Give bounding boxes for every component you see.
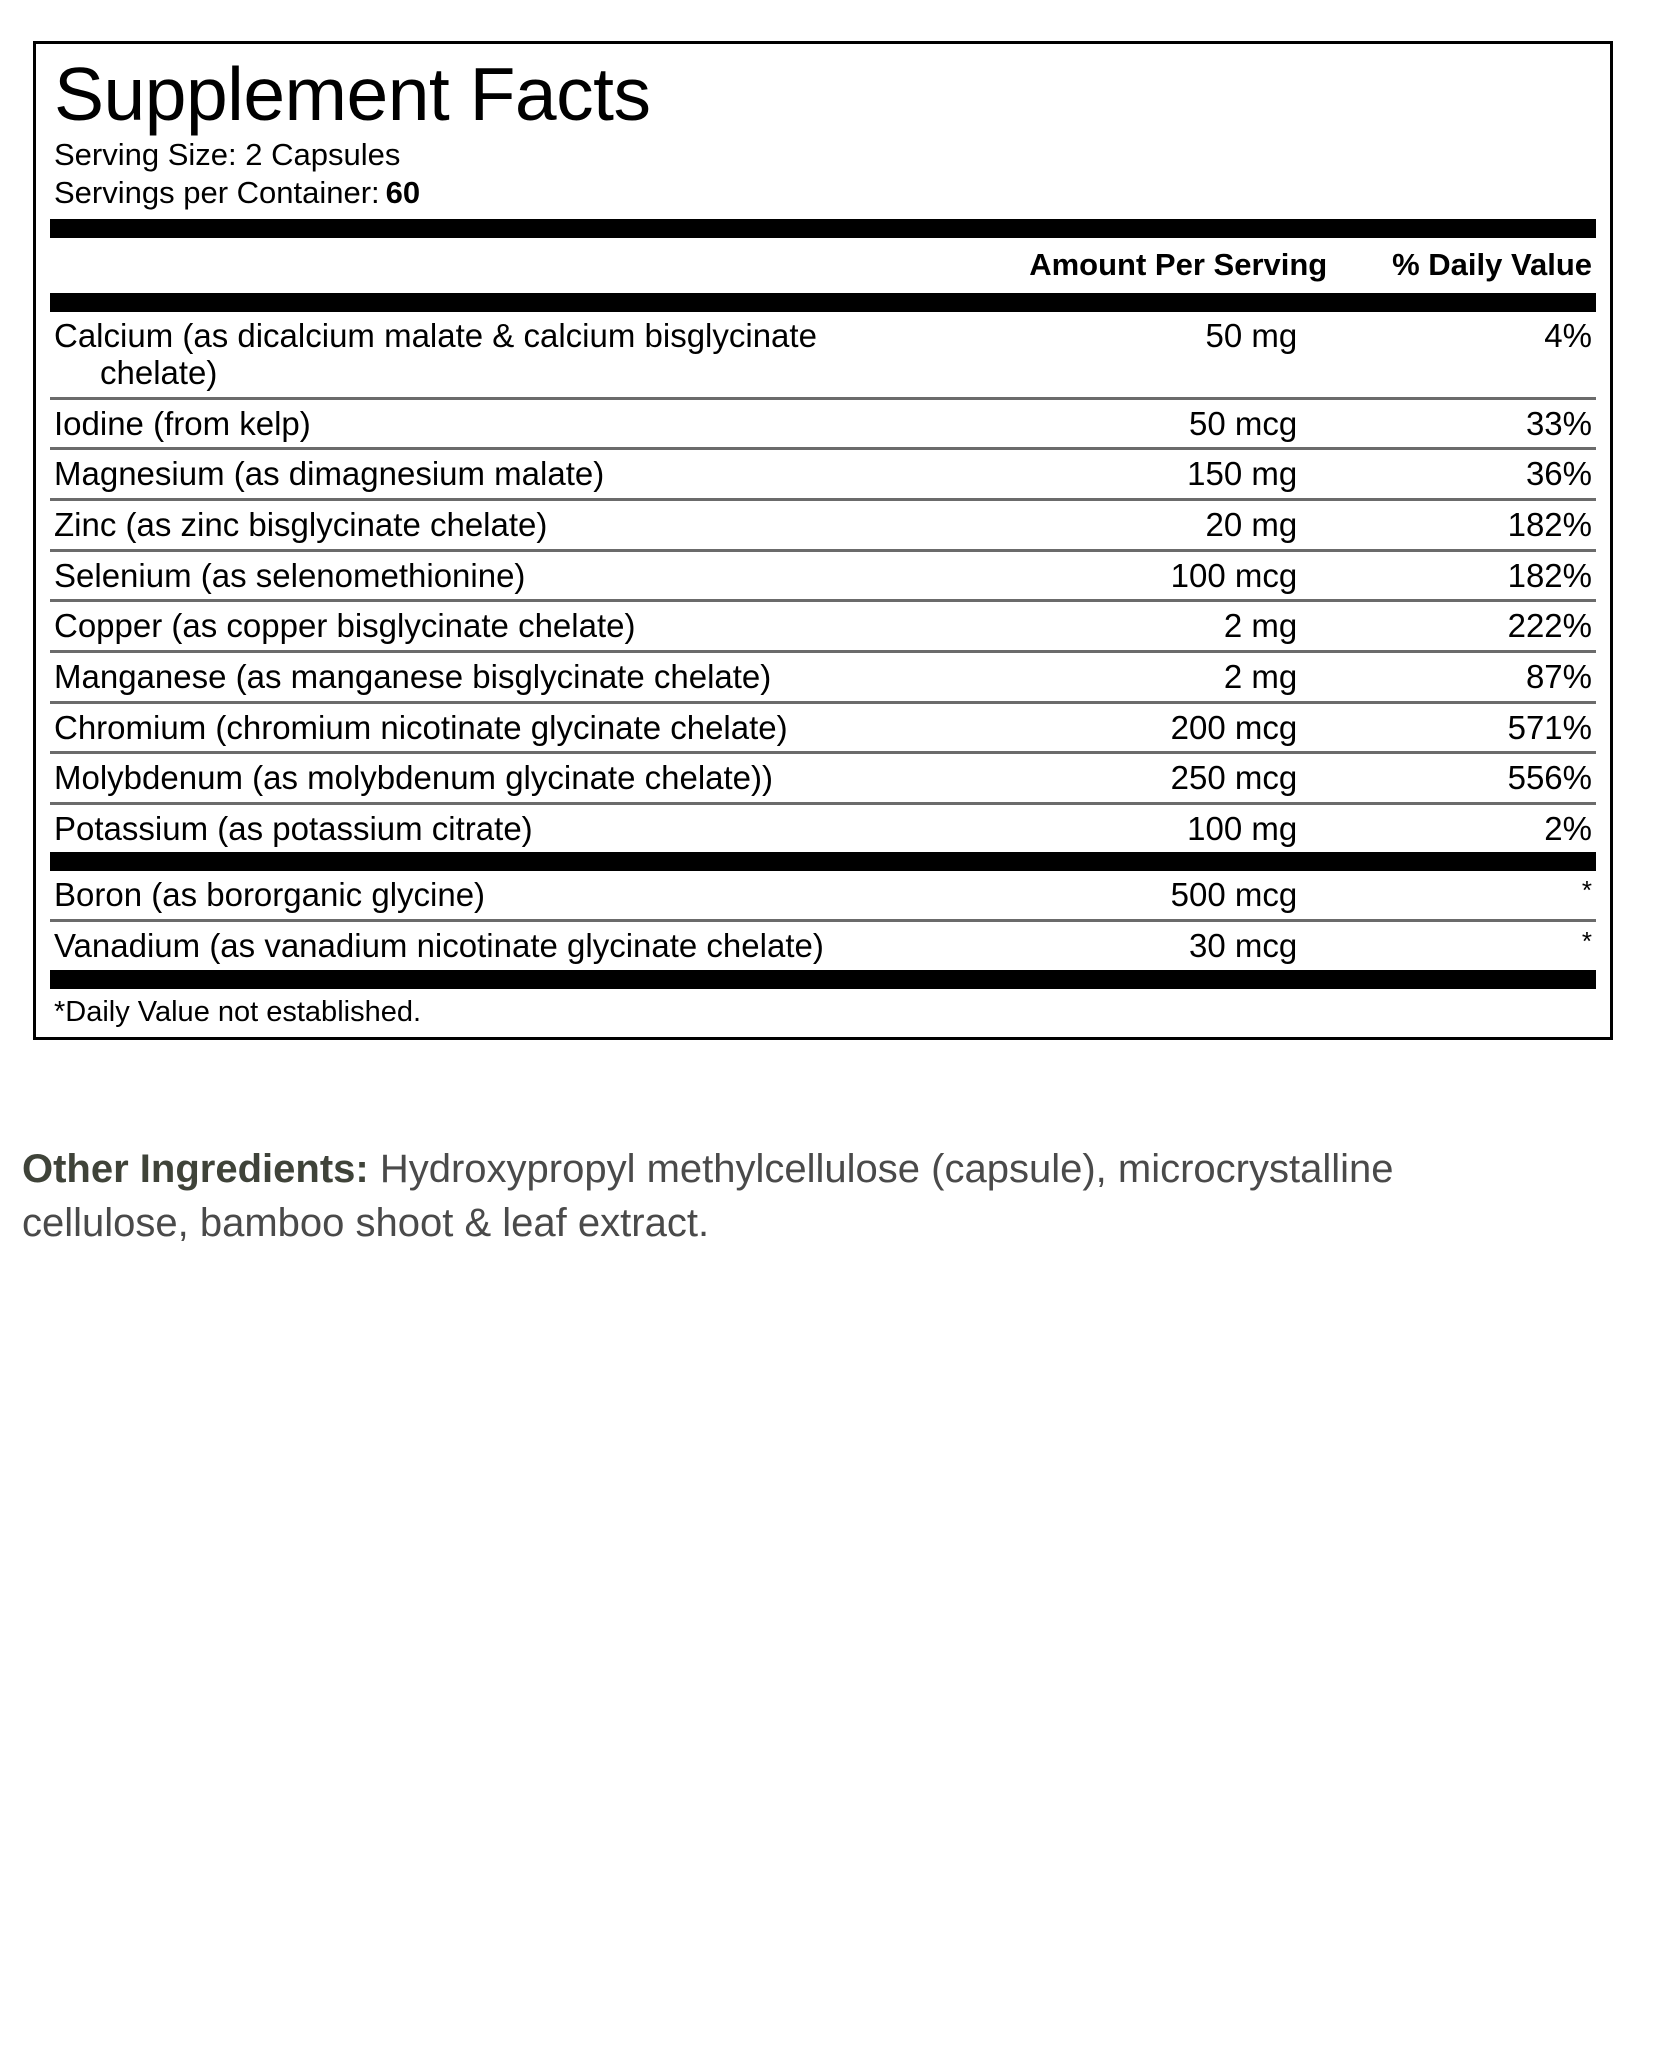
- nutrient-daily-value: 87%: [1525, 657, 1592, 695]
- table-row: [50, 400, 1596, 448]
- nutrient-amount: 50 mg: [1205, 316, 1298, 354]
- nutrient-amount: 2 mg: [1223, 607, 1298, 645]
- column-header-name: [50, 238, 957, 293]
- table-row: [50, 754, 1596, 802]
- column-header-amount: Amount Per Serving: [1029, 246, 1328, 282]
- nutrition-table-body: [50, 293, 1596, 989]
- other-ingredients-text: Hydroxypropyl methylcellulose (capsule), microcrystalline cellulose, bamboo shoot & leaf extract.: [22, 1147, 1394, 1245]
- divider-row-black: [50, 970, 1596, 989]
- nutrient-name: Boron (as bororganic glycine): [54, 876, 486, 914]
- nutrient-daily-value: *: [1581, 925, 1592, 956]
- nutrient-name-line2: chelate): [100, 354, 218, 392]
- nutrient-amount: 20 mg: [1205, 506, 1298, 544]
- nutrient-name: Copper (as copper bisglycinate chelate): [54, 607, 636, 645]
- servings-per-container-label: Servings per Container:: [54, 174, 380, 210]
- nutrient-amount: 200 mcg: [1170, 708, 1298, 746]
- table-row: [50, 871, 1596, 919]
- table-row: [50, 501, 1596, 549]
- divider-black-bottom: [50, 970, 1596, 989]
- table-row: [50, 312, 1596, 397]
- serving-size-line: Serving Size: 2 Capsules: [54, 137, 401, 172]
- daily-value-footnote: *Daily Value not established.: [54, 995, 422, 1028]
- page-title: Supplement Facts: [54, 52, 651, 136]
- divider-black-under-header: [50, 293, 1596, 312]
- nutrient-daily-value: 33%: [1525, 404, 1592, 442]
- divider-row-black: [50, 852, 1596, 871]
- nutrient-amount: 2 mg: [1223, 657, 1298, 695]
- nutrient-daily-value: 36%: [1525, 455, 1592, 493]
- nutrient-name: Magnesium (as dimagnesium malate): [54, 455, 605, 493]
- servings-per-container-value: 60: [385, 174, 421, 210]
- table-header-row: [50, 238, 1596, 293]
- nutrient-daily-value: *: [1581, 875, 1592, 906]
- other-ingredients: [22, 1143, 1492, 1250]
- nutrient-amount: 500 mcg: [1170, 876, 1298, 914]
- nutrient-name: Potassium (as potassium citrate): [54, 809, 533, 847]
- nutrient-daily-value: 571%: [1507, 708, 1592, 746]
- nutrient-name-line1: Calcium (as dicalcium malate & calcium bisglycinate: [54, 316, 817, 354]
- nutrient-daily-value: 2%: [1544, 809, 1592, 847]
- nutrient-daily-value: 556%: [1507, 759, 1592, 797]
- nutrient-amount: 100 mcg: [1170, 556, 1298, 594]
- nutrient-name: Manganese (as manganese bisglycinate chelate): [54, 657, 772, 695]
- servings-per-container-line: [54, 174, 1596, 212]
- divider-row-black: [50, 293, 1596, 312]
- nutrition-table: [50, 238, 1596, 989]
- nutrient-daily-value: 182%: [1507, 556, 1592, 594]
- nutrient-name: Iodine (from kelp): [54, 404, 311, 442]
- nutrient-daily-value: 4%: [1544, 316, 1592, 354]
- table-row: [50, 805, 1596, 853]
- nutrient-amount: 30 mcg: [1189, 926, 1298, 964]
- table-row: [50, 922, 1596, 970]
- table-row: [50, 704, 1596, 752]
- nutrient-name: Chromium (chromium nicotinate glycinate chelate): [54, 708, 788, 746]
- nutrient-name: Molybdenum (as molybdenum glycinate chelate)): [54, 759, 774, 797]
- column-header-daily-value: % Daily Value: [1392, 246, 1592, 282]
- divider-black-mid: [50, 852, 1596, 871]
- nutrient-daily-value: 182%: [1507, 506, 1592, 544]
- table-row: [50, 653, 1596, 701]
- nutrient-amount: 50 mcg: [1189, 404, 1298, 442]
- table-row: [50, 602, 1596, 650]
- nutrient-daily-value: 222%: [1507, 607, 1592, 645]
- table-row: [50, 450, 1596, 498]
- nutrient-name: Selenium (as selenomethionine): [54, 556, 526, 594]
- other-ingredients-label: Other Ingredients:: [22, 1147, 369, 1191]
- table-row: [50, 552, 1596, 600]
- nutrient-amount: 250 mcg: [1170, 759, 1298, 797]
- nutrient-amount: 100 mg: [1187, 809, 1298, 847]
- nutrient-amount: 150 mg: [1187, 455, 1298, 493]
- nutrient-name: [50, 312, 957, 397]
- nutrient-name: Zinc (as zinc bisglycinate chelate): [54, 506, 548, 544]
- supplement-facts-panel: [33, 41, 1613, 1040]
- nutrient-name: Vanadium (as vanadium nicotinate glycinate chelate): [54, 926, 824, 964]
- divider-thick-top: [50, 219, 1596, 238]
